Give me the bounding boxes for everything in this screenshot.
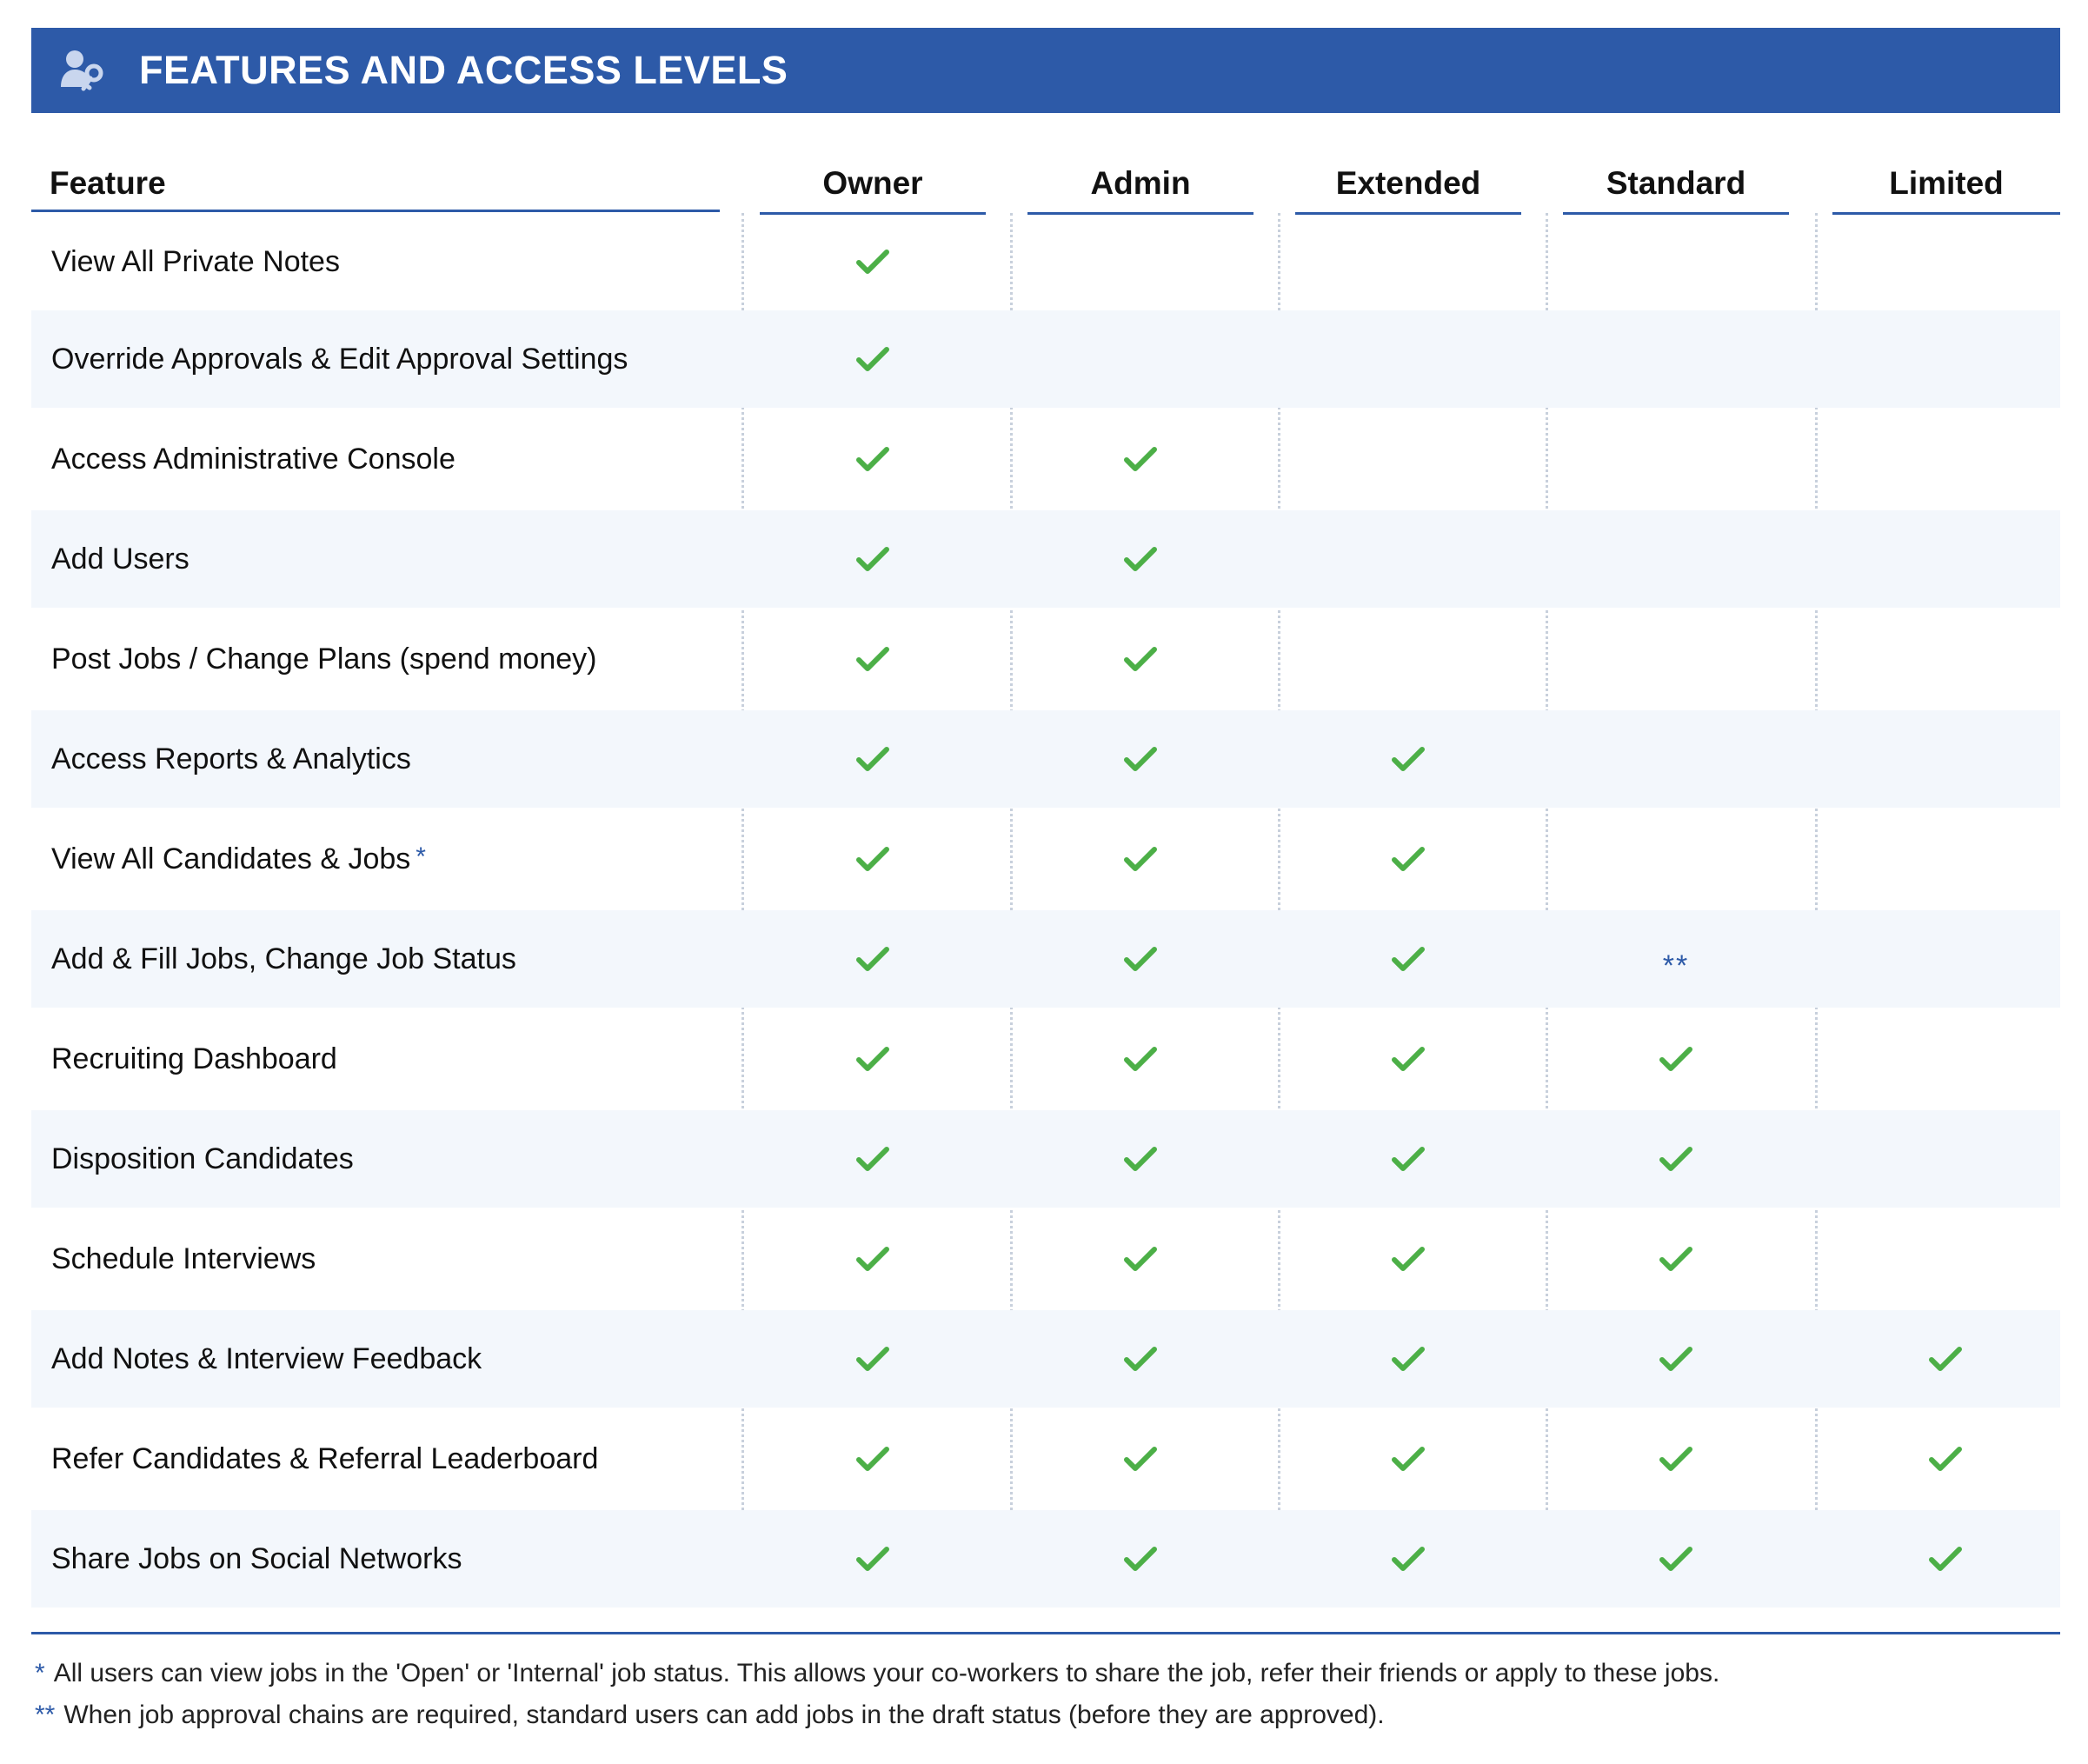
- checkmark-icon: [1123, 945, 1158, 973]
- footnote-1: [35, 1659, 1719, 1688]
- footnote-1-text: All users can view jobs in the 'Open' or 'Internal' job status. This allows your co-workers to share the job, refer their friends or apply to these jobs.: [53, 1659, 1720, 1687]
- access-cell-owner: [760, 1008, 986, 1110]
- table-row: [31, 213, 2060, 310]
- checkmark-icon: [855, 1145, 890, 1173]
- checkmark-icon: [1123, 1445, 1158, 1473]
- feature-label: [51, 510, 190, 608]
- checkmark-icon: [1928, 1345, 1963, 1373]
- checkmark-icon: [855, 1245, 890, 1273]
- table-row: [31, 1408, 2060, 1510]
- checkmark-icon: [1391, 945, 1426, 973]
- access-cell-limited: [1832, 213, 2058, 310]
- access-cell-owner: [760, 510, 986, 608]
- feature-name: Refer Candidates & Referral Leaderboard: [51, 1441, 599, 1475]
- feature-label: [51, 910, 516, 1008]
- checkmark-icon: [855, 745, 890, 773]
- feature-name: Access Administrative Console: [51, 442, 456, 476]
- feature-name: Add Users: [51, 542, 190, 576]
- feature-label: [51, 1208, 316, 1310]
- checkmark-icon: [1391, 845, 1426, 873]
- access-cell-standard: [1563, 1208, 1789, 1310]
- access-cell-extended: [1295, 710, 1521, 808]
- checkmark-icon: [855, 945, 890, 973]
- checkmark-icon: [1123, 1045, 1158, 1073]
- access-cell-owner: [760, 608, 986, 710]
- checkmark-icon: [1659, 1245, 1693, 1273]
- feature-name: View All Candidates & Jobs: [51, 842, 411, 875]
- access-cell-admin: [1027, 1008, 1253, 1110]
- table-row: [31, 808, 2060, 910]
- access-cell-standard: [1563, 1310, 1789, 1408]
- access-cell-owner: [760, 910, 986, 1008]
- access-cell-limited: [1832, 510, 2058, 608]
- checkmark-icon: [1123, 1345, 1158, 1373]
- access-cell-standard: [1563, 808, 1789, 910]
- checkmark-icon: [1928, 1545, 1963, 1573]
- access-cell-admin: [1027, 510, 1253, 608]
- access-cell-owner: [760, 213, 986, 310]
- access-cell-extended: [1295, 510, 1521, 608]
- checkmark-icon: [855, 845, 890, 873]
- column-header-limited: Limited: [1832, 155, 2060, 215]
- feature-name: Post Jobs / Change Plans (spend money): [51, 642, 597, 676]
- column-header-owner: Owner: [760, 155, 986, 215]
- checkmark-icon: [1659, 1145, 1693, 1173]
- access-cell-owner: [760, 1510, 986, 1608]
- access-cell-extended: [1295, 1208, 1521, 1310]
- checkmark-icon: [1123, 845, 1158, 873]
- access-cell-standard: [1563, 1110, 1789, 1208]
- access-cell-admin: [1027, 808, 1253, 910]
- column-header-extended: Extended: [1295, 155, 1521, 215]
- checkmark-icon: [1123, 445, 1158, 473]
- access-cell-owner: [760, 1208, 986, 1310]
- access-cell-limited: [1832, 808, 2058, 910]
- feature-label: [51, 1310, 482, 1408]
- access-cell-limited: [1832, 710, 2058, 808]
- access-cell-owner: [760, 408, 986, 510]
- access-cell-extended: [1295, 213, 1521, 310]
- table-row: [31, 608, 2060, 710]
- access-cell-standard: [1563, 608, 1789, 710]
- access-cell-limited: [1832, 1008, 2058, 1110]
- feature-name: Share Jobs on Social Networks: [51, 1541, 462, 1575]
- checkmark-icon: [1391, 1145, 1426, 1173]
- column-header-feature: Feature: [31, 155, 720, 212]
- access-cell-extended: [1295, 408, 1521, 510]
- checkmark-icon: [1391, 1445, 1426, 1473]
- checkmark-icon: [1123, 1145, 1158, 1173]
- access-cell-admin: [1027, 408, 1253, 510]
- checkmark-icon: [1659, 1545, 1693, 1573]
- feature-name: Add Notes & Interview Feedback: [51, 1341, 482, 1375]
- access-cell-admin: [1027, 1310, 1253, 1408]
- checkmark-icon: [855, 1345, 890, 1373]
- table-row: [31, 510, 2060, 608]
- feature-label: [51, 213, 340, 310]
- checkmark-icon: [1391, 745, 1426, 773]
- access-cell-admin: [1027, 1408, 1253, 1510]
- access-cell-standard: [1563, 710, 1789, 808]
- access-cell-extended: [1295, 910, 1521, 1008]
- access-cell-limited: [1832, 1208, 2058, 1310]
- access-cell-extended: [1295, 1110, 1521, 1208]
- feature-label: [51, 808, 426, 910]
- access-cell-standard: [1563, 1408, 1789, 1510]
- checkmark-icon: [855, 545, 890, 573]
- access-cell-admin: [1027, 608, 1253, 710]
- checkmark-icon: [855, 345, 890, 373]
- access-cell-limited: [1832, 1310, 2058, 1408]
- access-cell-admin: [1027, 710, 1253, 808]
- footer-divider: [31, 1632, 2060, 1634]
- checkmark-icon: [1659, 1345, 1693, 1373]
- checkmark-icon: [1123, 745, 1158, 773]
- table-row: [31, 1008, 2060, 1110]
- table-row: [31, 1510, 2060, 1608]
- access-cell-standard: [1563, 1008, 1789, 1110]
- checkmark-icon: [855, 445, 890, 473]
- feature-label: [51, 1008, 337, 1110]
- access-cell-owner: [760, 1110, 986, 1208]
- access-cell-standard: [1563, 1510, 1789, 1608]
- checkmark-icon: [1391, 1345, 1426, 1373]
- checkmark-icon: [855, 1045, 890, 1073]
- access-cell-standard: [1563, 213, 1789, 310]
- access-cell-extended: [1295, 310, 1521, 408]
- access-cell-extended: [1295, 808, 1521, 910]
- access-cell-standard: [1563, 408, 1789, 510]
- feature-name: Schedule Interviews: [51, 1241, 316, 1275]
- access-cell-extended: [1295, 1008, 1521, 1110]
- access-cell-owner: [760, 710, 986, 808]
- feature-name: Add & Fill Jobs, Change Job Status: [51, 942, 516, 975]
- access-cell-limited: [1832, 1110, 2058, 1208]
- feature-label: [51, 310, 628, 408]
- page-title: FEATURES AND ACCESS LEVELS: [139, 48, 788, 92]
- feature-label: [51, 408, 456, 510]
- column-header-standard: Standard: [1563, 155, 1789, 215]
- checkmark-icon: [855, 248, 890, 276]
- column-header-admin: Admin: [1027, 155, 1253, 215]
- feature-label: [51, 1510, 462, 1608]
- access-cell-admin: [1027, 310, 1253, 408]
- table-row: [31, 710, 2060, 808]
- access-cell-extended: [1295, 608, 1521, 710]
- checkmark-icon: [1391, 1545, 1426, 1573]
- access-cell-limited: [1832, 1408, 2058, 1510]
- access-cell-limited: [1832, 408, 2058, 510]
- table-row: [31, 408, 2060, 510]
- table-row: [31, 910, 2060, 1008]
- access-cell-owner: [760, 310, 986, 408]
- access-cell-admin: [1027, 1208, 1253, 1310]
- access-cell-admin: [1027, 1110, 1253, 1208]
- users-key-icon: [57, 47, 110, 96]
- checkmark-icon: [1659, 1045, 1693, 1073]
- table-row: [31, 1208, 2060, 1310]
- access-cell-standard: [1563, 510, 1789, 608]
- feature-name: Recruiting Dashboard: [51, 1042, 337, 1075]
- checkmark-icon: [1391, 1245, 1426, 1273]
- footnote-2-mark: **: [35, 1701, 56, 1729]
- feature-name: Override Approvals & Edit Approval Settings: [51, 342, 628, 376]
- access-cell-extended: [1295, 1408, 1521, 1510]
- feature-name: View All Private Notes: [51, 244, 340, 278]
- footnote-marker: **: [1662, 949, 1690, 982]
- access-cell-owner: [760, 808, 986, 910]
- access-cell-admin: [1027, 910, 1253, 1008]
- title-banner: [31, 28, 2060, 113]
- footnote-2: [35, 1701, 1385, 1730]
- checkmark-icon: [855, 645, 890, 673]
- checkmark-icon: [1391, 1045, 1426, 1073]
- feature-label: [51, 710, 411, 808]
- footnote-1-mark: *: [35, 1659, 45, 1687]
- feature-name: Disposition Candidates: [51, 1142, 354, 1175]
- access-cell-standard: [1563, 310, 1789, 408]
- checkmark-icon: [1123, 1545, 1158, 1573]
- access-cell-standard: [1563, 910, 1789, 1008]
- access-cell-limited: [1832, 608, 2058, 710]
- access-cell-limited: [1832, 1510, 2058, 1608]
- access-cell-extended: [1295, 1510, 1521, 1608]
- footnote-marker: *: [416, 842, 426, 871]
- table-row: [31, 310, 2060, 408]
- access-cell-owner: [760, 1310, 986, 1408]
- access-cell-admin: [1027, 213, 1253, 310]
- checkmark-icon: [1123, 545, 1158, 573]
- checkmark-icon: [855, 1545, 890, 1573]
- access-cell-limited: [1832, 910, 2058, 1008]
- table-row: [31, 1310, 2060, 1408]
- access-cell-limited: [1832, 310, 2058, 408]
- feature-label: [51, 1408, 598, 1510]
- access-cell-owner: [760, 1408, 986, 1510]
- access-cell-admin: [1027, 1510, 1253, 1608]
- feature-label: [51, 608, 596, 710]
- checkmark-icon: [1659, 1445, 1693, 1473]
- table-row: [31, 1110, 2060, 1208]
- checkmark-icon: [1123, 645, 1158, 673]
- feature-label: [51, 1110, 354, 1208]
- footnote-2-text: When job approval chains are required, standard users can add jobs in the draft status (before they are approved).: [63, 1701, 1385, 1729]
- checkmark-icon: [1123, 1245, 1158, 1273]
- feature-name: Access Reports & Analytics: [51, 742, 411, 775]
- checkmark-icon: [1928, 1445, 1963, 1473]
- access-cell-extended: [1295, 1310, 1521, 1408]
- checkmark-icon: [855, 1445, 890, 1473]
